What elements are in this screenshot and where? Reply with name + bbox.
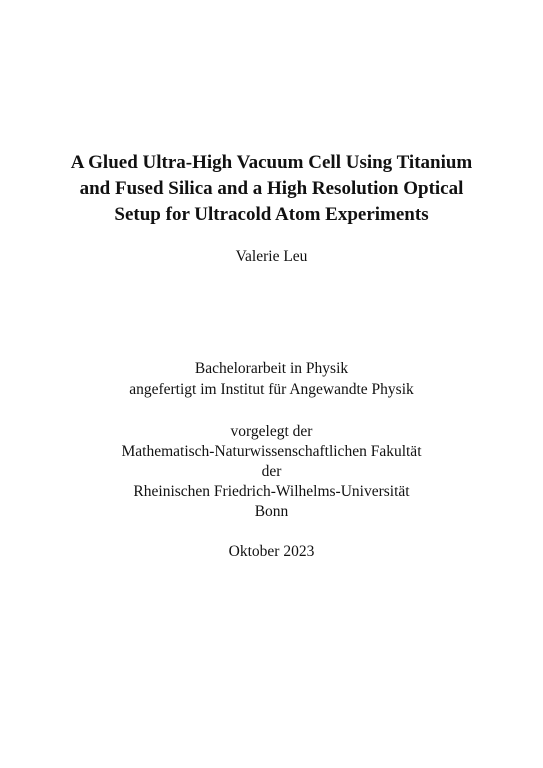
date: Oktober 2023 (228, 543, 315, 560)
submitted-to: vorgelegt der (230, 423, 313, 440)
author-name: Valerie Leu (235, 248, 308, 265)
faculty: Mathematisch-Naturwissenschaftlichen Fakultät (121, 443, 422, 460)
title-line-2: and Fused Silica and a High Resolution Optical (79, 178, 464, 199)
title-line-1: A Glued Ultra-High Vacuum Cell Using Titanium (70, 152, 473, 173)
article: der (261, 463, 282, 480)
title-line-3: Setup for Ultracold Atom Experiments (114, 204, 429, 225)
city: Bonn (254, 503, 289, 520)
institute: angefertigt im Institut für Angewandte Physik (129, 381, 414, 398)
thesis-title (40, 150, 503, 228)
thesis-type: Bachelorarbeit in Physik (194, 360, 349, 377)
university: Rheinischen Friedrich-Wilhelms-Universität (133, 483, 410, 500)
